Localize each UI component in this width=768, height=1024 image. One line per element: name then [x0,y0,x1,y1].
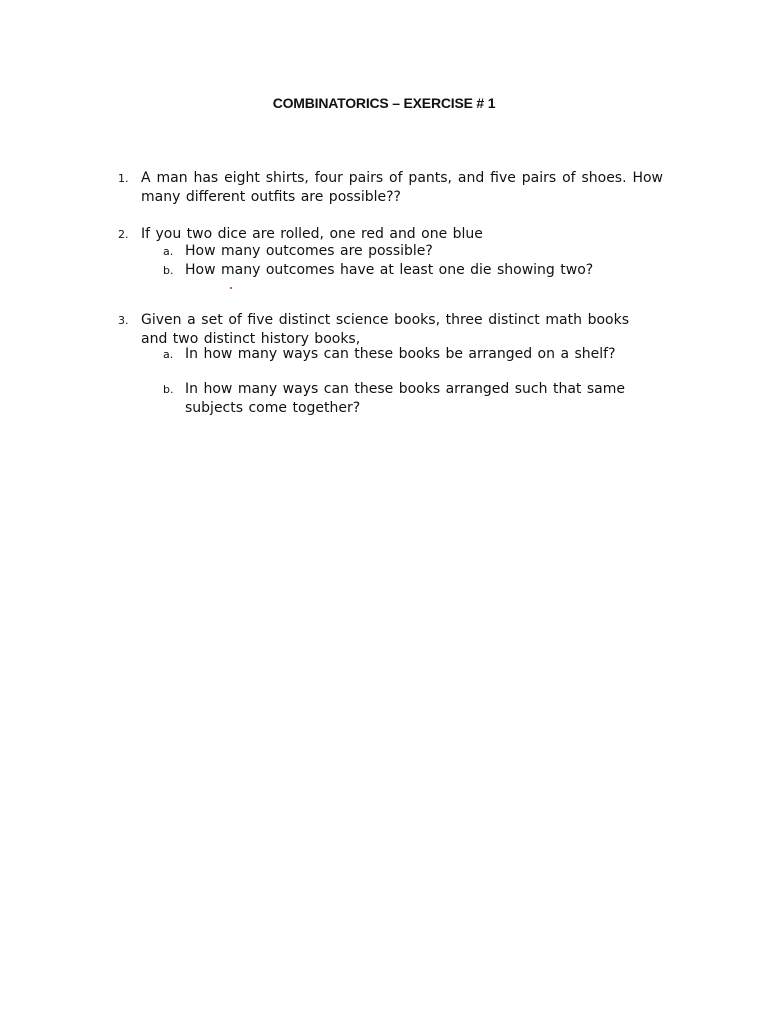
question-number: 3. [118,314,129,327]
part-label: a. [163,245,174,258]
stray-mark [230,287,232,289]
part-text: How many outcomes have at least one die showing two? [185,262,594,278]
page-title: COMBINATORICS – EXERCISE # 1 [272,95,496,111]
part-text: In how many ways can these books be arranged on a shelf? [185,346,616,362]
question-text: A man has eight shirts, four pairs of pants, and five pairs of shoes. How many different outfits are possible?? [141,170,663,205]
part-label: a. [163,348,174,361]
part-text: In how many ways can these books arranged such that same subjects come together? [185,381,625,416]
question-text: Given a set of five distinct science books, three distinct math books and two distinct history books, [141,312,629,347]
part-label: b. [163,383,174,396]
question-text: If you two dice are rolled, one red and one blue [141,226,483,242]
part-label: b. [163,264,174,277]
question-number: 2. [118,228,129,241]
part-text: How many outcomes are possible? [185,243,433,259]
question-number: 1. [118,172,129,185]
